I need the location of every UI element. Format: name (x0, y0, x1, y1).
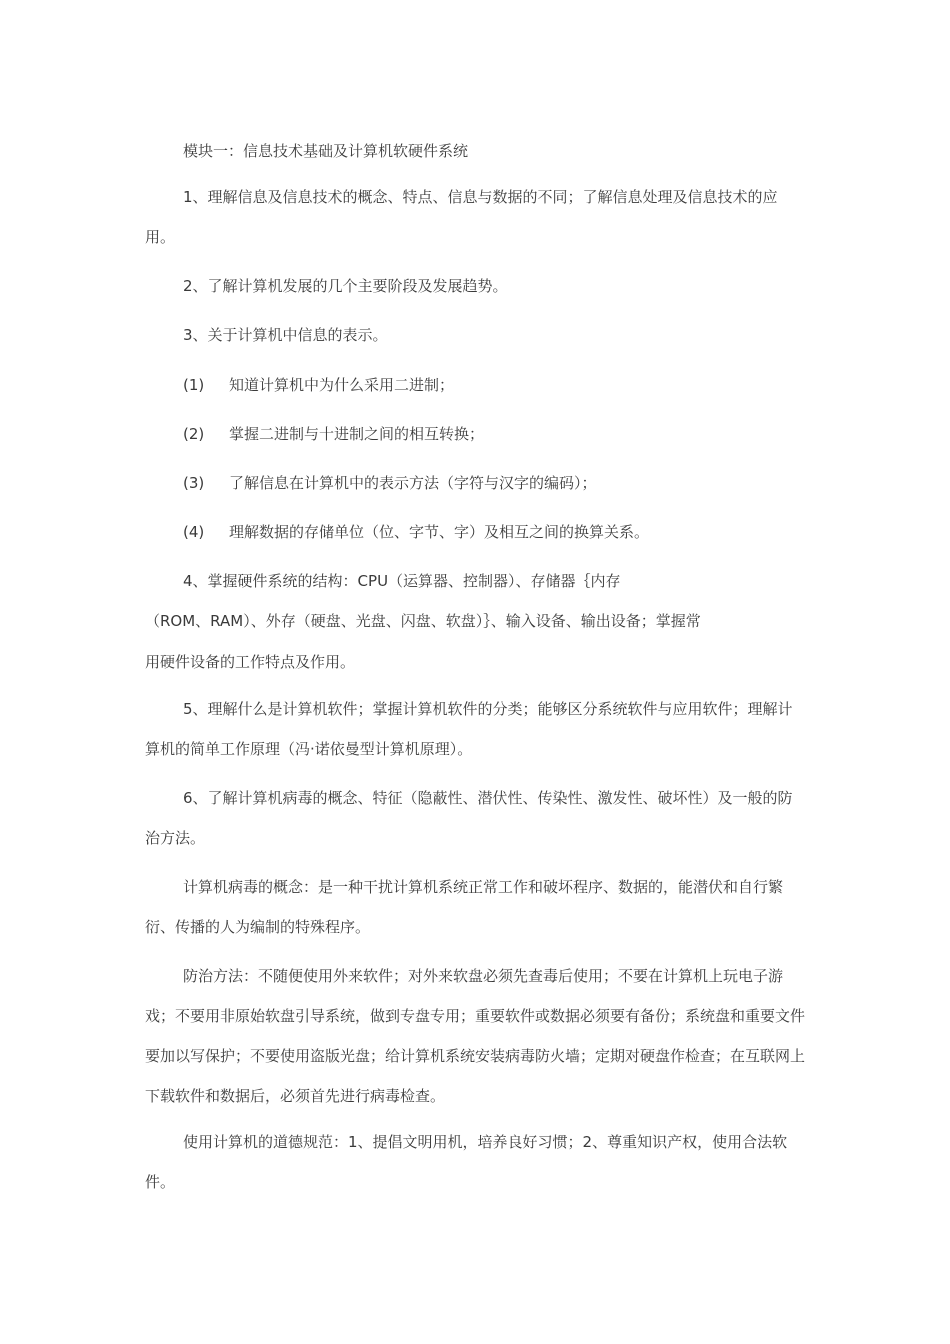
paragraph-4-line-2: （ROM、RAM）、外存（硬盘、光盘、闪盘、软盘）｝、输入设备、输出设备；掌握常 (145, 612, 701, 630)
paragraph-1: 1、理解信息及信息技术的概念、特点、信息与数据的不同；了解信息处理及信息技术的应用。 (145, 188, 778, 246)
paragraph-4-line-1: 4、掌握硬件系统的结构：CPU（运算器、控制器）、存储器｛内存 (183, 572, 621, 590)
sub-item-number: (2) (183, 425, 205, 443)
paragraph-3: 3、关于计算机中信息的表示。 (183, 326, 388, 344)
paragraph-6: 6、了解计算机病毒的概念、特征（隐蔽性、潜伏性、传染性、激发性、破坏性）及一般的防治方法。 (145, 789, 793, 847)
sub-item-text: 掌握二进制与十进制之间的相互转换； (229, 425, 485, 443)
sub-item-text: 理解数据的存储单位（位、字节、字）及相互之间的换算关系。 (229, 523, 650, 541)
module-heading: 模块一：信息技术基础及计算机软硬件系统 (183, 142, 469, 160)
paragraph-8: 防治方法：不随便使用外来软件；对外来软盘必须先查毒后使用；不要在计算机上玩电子游戏；不要用非原始软盘引导系统，做到专盘专用；重要软件或数据必须要有备份；系统盘和重要文件要加以写保护；不要使用盗版光盘；给计算机系统安装病毒防火墙；定期对硬盘作检查；在互联网上下载软件和数据后，必须首先进行病毒检查。 (145, 967, 806, 1105)
sub-item-number: (1) (183, 376, 205, 394)
sub-item-text: 了解信息在计算机中的表示方法（字符与汉字的编码）； (229, 474, 597, 492)
sub-item-3 (183, 471, 597, 495)
sub-item-4 (183, 520, 649, 544)
sub-item-1 (183, 373, 454, 397)
sub-item-text: 知道计算机中为什么采用二进制； (229, 376, 455, 394)
sub-item-number: (4) (183, 523, 205, 541)
paragraph-2: 2、了解计算机发展的几个主要阶段及发展趋势。 (183, 277, 508, 295)
paragraph-5: 5、理解什么是计算机软件；掌握计算机软件的分类；能够区分系统软件与应用软件；理解计算机的简单工作原理（冯·诺依曼型计算机原理）。 (145, 700, 793, 758)
sub-item-2 (183, 422, 484, 446)
paragraph-9: 使用计算机的道德规范：1、提倡文明用机，培养良好习惯；2、尊重知识产权，使用合法软件。 (145, 1133, 788, 1191)
paragraph-4-line-3: 用硬件设备的工作特点及作用。 (145, 653, 356, 671)
sub-item-number: (3) (183, 474, 205, 492)
paragraph-7: 计算机病毒的概念：是一种干扰计算机系统正常工作和破坏程序、数据的，能潜伏和自行繁衍、传播的人为编制的特殊程序。 (145, 878, 784, 936)
